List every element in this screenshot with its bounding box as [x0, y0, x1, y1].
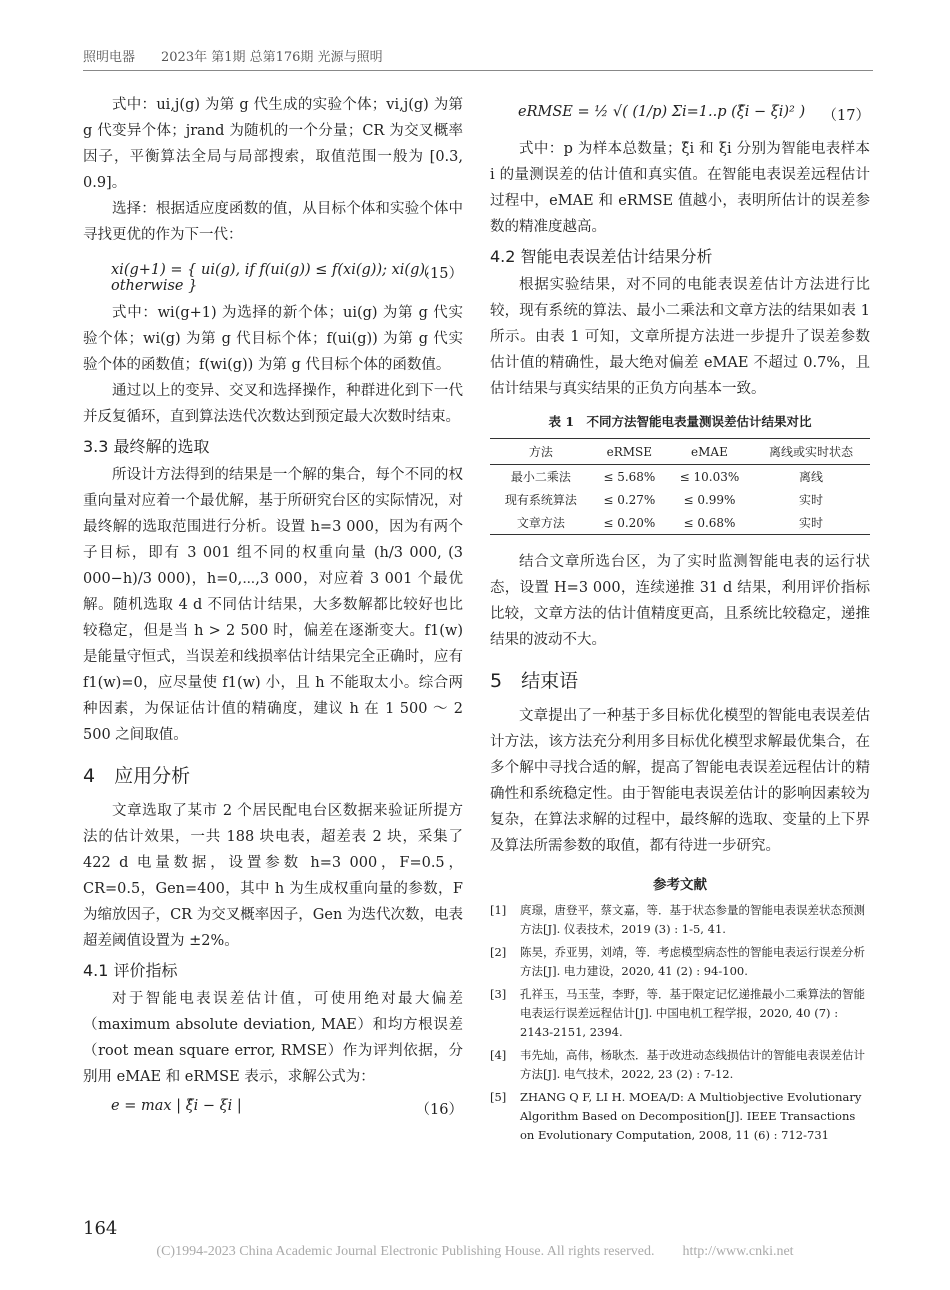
- table-cell: 最小二乘法: [510, 470, 571, 484]
- reference-text: 孔祥玉，马玉莹，李野，等．基于限定记忆递推最小二乘算法的智能电表运行误差远程估计[J]. 中国电机工程学报，2020, 40 (7) : 2143-2151, 2394.: [520, 987, 865, 1039]
- table-cell: ≤ 5.68%: [603, 469, 656, 484]
- reference-item: [490, 901, 870, 939]
- reference-item: [490, 985, 870, 1042]
- paragraph: 式中：p 为样本总数量；ξ̂i 和 ξi 分别为智能电表样本 i 的量测误差的估计值和真实值。在智能电表误差远程估计过程中，eMAE 和 eRMSE 值越小，表明所估计的误差参数的精准度越高。: [490, 141, 870, 235]
- paragraph: 根据实验结果，对不同的电能表误差估计方法进行比较，现有系统的算法、最小二乘法和文章方法的结果如表 1 所示。由表 1 可知，文章所提方法进一步提升了误差参数估计值的精确性，最大绝对偏差 eMAE 不超过 0.7%，且估计结果与真实结果的正负方向基本一致。: [490, 277, 870, 397]
- table-header-cell: 方法: [490, 439, 592, 465]
- table-header-cell: 离线或实时状态: [752, 439, 870, 465]
- right-column: [490, 92, 870, 1149]
- references-heading: 参考文献: [653, 877, 707, 893]
- equation-16: [83, 1090, 463, 1128]
- table-cell: 离线: [799, 470, 824, 484]
- paragraph: 通过以上的变异、交叉和选择操作，种群进化到下一代并反复循环，直到算法迭代次数达到预定最大次数时结束。: [83, 383, 463, 425]
- left-column: [83, 92, 463, 1128]
- running-header: 照明电器 2023年 第1期 总第176期 光源与照明: [83, 50, 383, 65]
- paragraph: 选择：根据适应度函数的值，从目标个体和实验个体中寻找更优的作为下一代：: [83, 201, 463, 243]
- section-heading-3-3: 3.3 最终解的选取: [83, 437, 210, 456]
- paragraph: 文章选取了某市 2 个居民配电台区数据来验证所提方法的估计效果，一共 188 块电表，超差表 2 块，采集了 422 d 电量数据，设置参数 h=3 000，F=0.5，CR=0.5，Gen=400，其中 h 为生成权重向量的参数，F 为缩放因子，CR 为交叉概率因子，Gen 为迭代次数，电表超差阈值设置为 ±2%。: [83, 803, 463, 949]
- reference-number: [2]: [490, 945, 507, 959]
- equation-number: （15）: [415, 266, 463, 282]
- reference-text: ZHANG Q F, LI H. MOEA/D: A Multiobjective Evolutionary Algorithm Based on Decomposition[J]. IEEE Transactions on Evolutionary Computation, 2008, 11 (6) : 712-731: [520, 1090, 862, 1142]
- table-cell: 实时: [752, 511, 870, 535]
- table-cell: 文章方法: [490, 511, 592, 535]
- equation-body: xi(g+1) = { ui(g), if f(ui(g)) ≤ f(xi(g)); xi(g), otherwise }: [111, 262, 430, 294]
- results-table: [490, 438, 870, 535]
- reference-number: [3]: [490, 987, 507, 1001]
- table-cell: ≤ 0.68%: [667, 511, 752, 535]
- table-cell: 实时: [799, 493, 824, 507]
- reference-number: [5]: [490, 1090, 507, 1104]
- table-cell: ≤ 0.27%: [603, 492, 656, 507]
- reference-item: [490, 1088, 870, 1145]
- section-heading-4-2: 4.2 智能电表误差估计结果分析: [490, 247, 713, 266]
- table-caption: 表 1 不同方法智能电表量测误差估计结果对比: [548, 414, 812, 429]
- equation-body: eRMSE = ½ √( (1/p) Σi=1..p (ξ̂i − ξi)² ): [518, 104, 806, 120]
- equation-17: [490, 92, 870, 136]
- table-header-cell: eMAE: [667, 439, 752, 465]
- page-number: 164: [83, 1218, 118, 1239]
- table-cell: ≤ 10.03%: [679, 469, 740, 484]
- equation-number: （17）: [822, 108, 870, 124]
- table-cell: ≤ 0.99%: [683, 492, 736, 507]
- copyright-footer: (C)1994-2023 China Academic Journal Electronic Publishing House. All rights reserved. http://www.cnki.net: [156, 1244, 794, 1259]
- reference-text: 韦先灿，高伟，杨耿杰．基于改进动态线损估计的智能电表误差估计方法[J]. 电气技术，2022, 23 (2) : 7-12.: [520, 1048, 865, 1081]
- paragraph: 所设计方法得到的结果是一个解的集合，每个不同的权重向量对应着一个最优解，基于所研究台区的实际情况，对最终解的选取范围进行分析。设置 h=3 000，因为有两个子目标，即有 3 001 组不同的权重向量 (h/3 000, (3 000−h)/3 000)，h=0,⋯,3 000，对应着 3 001 个最优解。随机选取 4 d 不同估计结果，大多数解都比较好也比较稳定，但是当 h > 2 500 时，偏差在逐渐变大。f1(w) 是能量守恒式，当误差和线损率估计结果完全正确时，应有 f1(w)=0，应尽量使 f1(w) 小，且 h 不能取太小。综合两种因素，为保证估计值的精确度，建议 h 在 1 500 ～ 2 500 之间取值。: [83, 467, 463, 743]
- paragraph: 对于智能电表误差估计值，可使用绝对最大偏差（maximum absolute deviation, MAE）和均方根误差（root mean square error, RMSE）作为评判依据，分别用 eMAE 和 eRMSE 表示，求解公式为：: [83, 991, 463, 1085]
- paragraph: 结合文章所选台区，为了实时监测智能电表的运行状态，设置 H=3 000，连续递推 31 d 结果，利用评价指标比较，文章方法的估计值精度更高，且系统比较稳定，递推结果的波动不大。: [490, 554, 870, 648]
- paragraph: 式中：wi(g+1) 为选择的新个体；ui(g) 为第 g 代实验个体；wi(g) 为第 g 代目标个体；f(ui(g)) 为第 g 代实验个体的函数值；f(wi(g)) 为第 g 代目标个体的函数值。: [83, 305, 463, 373]
- reference-item: [490, 1046, 870, 1084]
- table-row: [490, 511, 870, 535]
- section-heading-4-1: 4.1 评价指标: [83, 961, 178, 980]
- table-cell: ≤ 0.20%: [592, 511, 667, 535]
- section-heading-5: 5 结束语: [490, 670, 579, 692]
- header-rule: [83, 70, 873, 71]
- reference-item: [490, 943, 870, 981]
- equation-body: e = max | ξ̂i − ξi |: [111, 1098, 242, 1114]
- equation-15: [83, 248, 463, 300]
- reference-number: [4]: [490, 1048, 507, 1062]
- reference-text: 庹璟，唐登平，蔡文嘉，等．基于状态参量的智能电表误差状态预测方法[J]. 仪表技术，2019 (3) : 1-5, 41.: [520, 903, 865, 936]
- reference-number: [1]: [490, 903, 507, 917]
- table-row: [490, 465, 870, 489]
- paragraph: 式中：ui,j(g) 为第 g 代生成的实验个体；vi,j(g) 为第 g 代变异个体；jrand 为随机的一个分量；CR 为交叉概率因子，平衡算法全局与局部搜索，取值范围一般为 [0.3, 0.9]。: [83, 97, 463, 191]
- reference-text: 陈昊，乔亚男，刘靖，等．考虑模型病态性的智能电表运行误差分析方法[J]. 电力建设，2020, 41 (2) : 94-100.: [520, 945, 865, 978]
- equation-number: （16）: [415, 1102, 463, 1118]
- table-cell: 现有系统算法: [504, 493, 577, 507]
- table-row: [490, 488, 870, 511]
- paragraph: 文章提出了一种基于多目标优化模型的智能电表误差估计方法，该方法充分利用多目标优化模型求解最优集合，在多个解中寻找合适的解，提高了智能电表误差远程估计的精确性和系统稳定性。由于智能电表误差估计的影响因素较为复杂，在算法求解的过程中，最终解的选取、变量的上下界及算法所需参数的取值，都有待进一步研究。: [490, 708, 870, 854]
- section-heading-4: 4 应用分析: [83, 765, 191, 787]
- table-header-cell: eRMSE: [592, 439, 667, 465]
